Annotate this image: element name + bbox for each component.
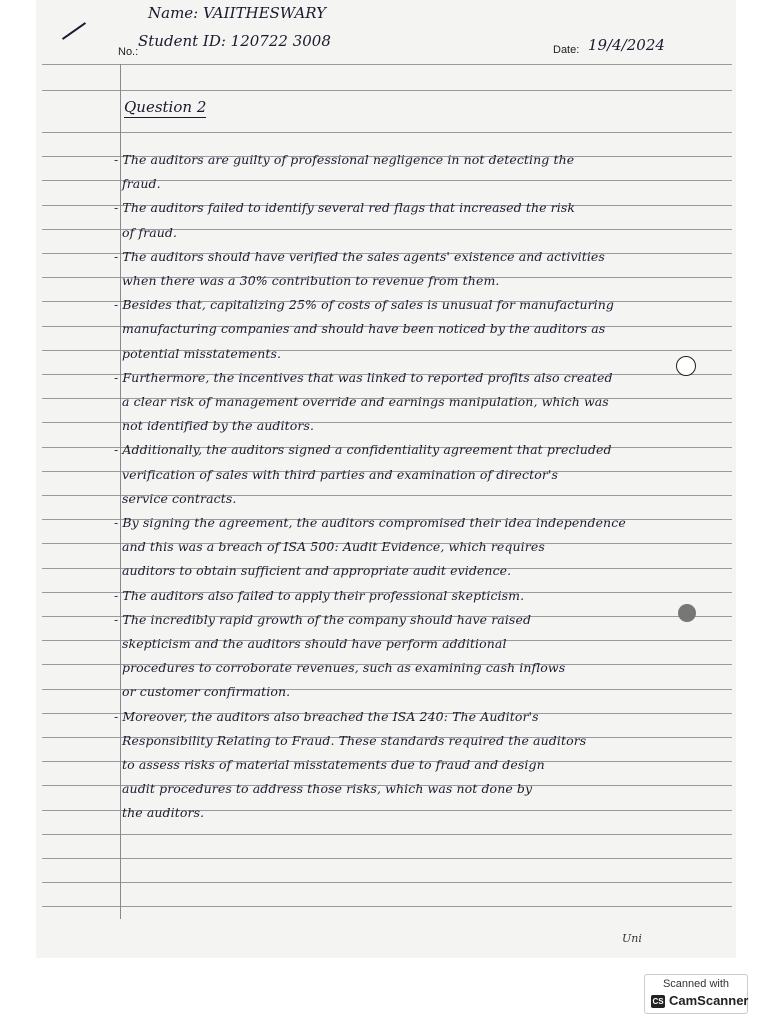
- watermark-brand: CamScanner: [669, 993, 749, 1008]
- text-line: audit procedures to address those risks, which was not done by: [122, 781, 533, 797]
- student-id: Student ID: 120722 3008: [138, 32, 331, 50]
- camscanner-watermark: [644, 974, 748, 1014]
- ruled-line: [42, 64, 732, 65]
- text-line: - Besides that, capitalizing 25% of costs of sales is unusual for manufacturing: [114, 297, 615, 313]
- text-line: - The auditors also failed to apply their professional skepticism.: [114, 587, 525, 603]
- ruled-line: [42, 882, 732, 883]
- text-line: service contracts.: [122, 490, 237, 506]
- text-line: potential misstatements.: [122, 345, 282, 361]
- corner-mark: Uni: [622, 932, 642, 945]
- ruled-line: [42, 858, 732, 859]
- text-line: auditors to obtain sufficient and appropriate audit evidence.: [122, 563, 512, 579]
- text-line: - Additionally, the auditors signed a confidentiality agreement that precluded: [114, 442, 612, 458]
- date-label: Date:: [553, 44, 580, 56]
- text-line: a clear risk of management override and earnings manipulation, which was: [122, 394, 609, 409]
- text-line: verification of sales with third parties and examination of director's: [122, 466, 559, 482]
- number-label: No.:: [118, 46, 139, 58]
- text-line: - Moreover, the auditors also breached the ISA 240: The Auditor's: [114, 708, 539, 724]
- text-line: Responsibility Relating to Fraud. These standards required the auditors: [122, 732, 587, 748]
- text-line: to assess risks of material misstatements due to fraud and design: [122, 757, 545, 772]
- text-line: - Furthermore, the incentives that was linked to reported profits also created: [114, 369, 613, 385]
- text-line: and this was a breach of ISA 500: Audit Evidence, which requires: [122, 539, 545, 555]
- text-line: - The auditors are guilty of professional negligence in not detecting the: [114, 152, 575, 167]
- ruled-line: [42, 90, 732, 91]
- text-line: of fraud.: [122, 224, 178, 240]
- text-line: fraud.: [122, 176, 161, 192]
- punch-hole: [678, 604, 696, 622]
- text-line: manufacturing companies and should have been noticed by the auditors as: [122, 321, 606, 337]
- ruled-line: [42, 132, 732, 133]
- text-line: - The auditors failed to identify several red flags that increased the risk: [114, 200, 576, 216]
- text-line: skepticism and the auditors should have perform additional: [122, 636, 507, 651]
- camscanner-logo-icon: CS: [652, 997, 664, 1006]
- text-line: - The auditors should have verified the sales agents' existence and activities: [114, 248, 605, 264]
- ruled-line: [42, 906, 732, 907]
- margin-line: [120, 64, 121, 919]
- student-name: Name: VAIITHESWARY: [148, 4, 327, 22]
- text-line: not identified by the auditors.: [122, 418, 315, 434]
- text-line: - By signing the agreement, the auditors compromised their idea independence: [114, 515, 626, 530]
- date-value: 19/4/2024: [588, 36, 665, 54]
- question-heading: Question 2: [124, 98, 207, 116]
- text-line: the auditors.: [122, 805, 205, 821]
- text-line: procedures to corroborate revenues, such as examining cash inflows: [122, 660, 566, 676]
- punch-hole: [676, 356, 696, 376]
- text-line: - The incredibly rapid growth of the company should have raised: [114, 611, 532, 627]
- text-line: when there was a 30% contribution to revenue from them.: [122, 273, 500, 288]
- text-line: or customer confirmation.: [122, 684, 291, 700]
- watermark-caption: Scanned with: [662, 978, 730, 990]
- ruled-line: [42, 834, 732, 835]
